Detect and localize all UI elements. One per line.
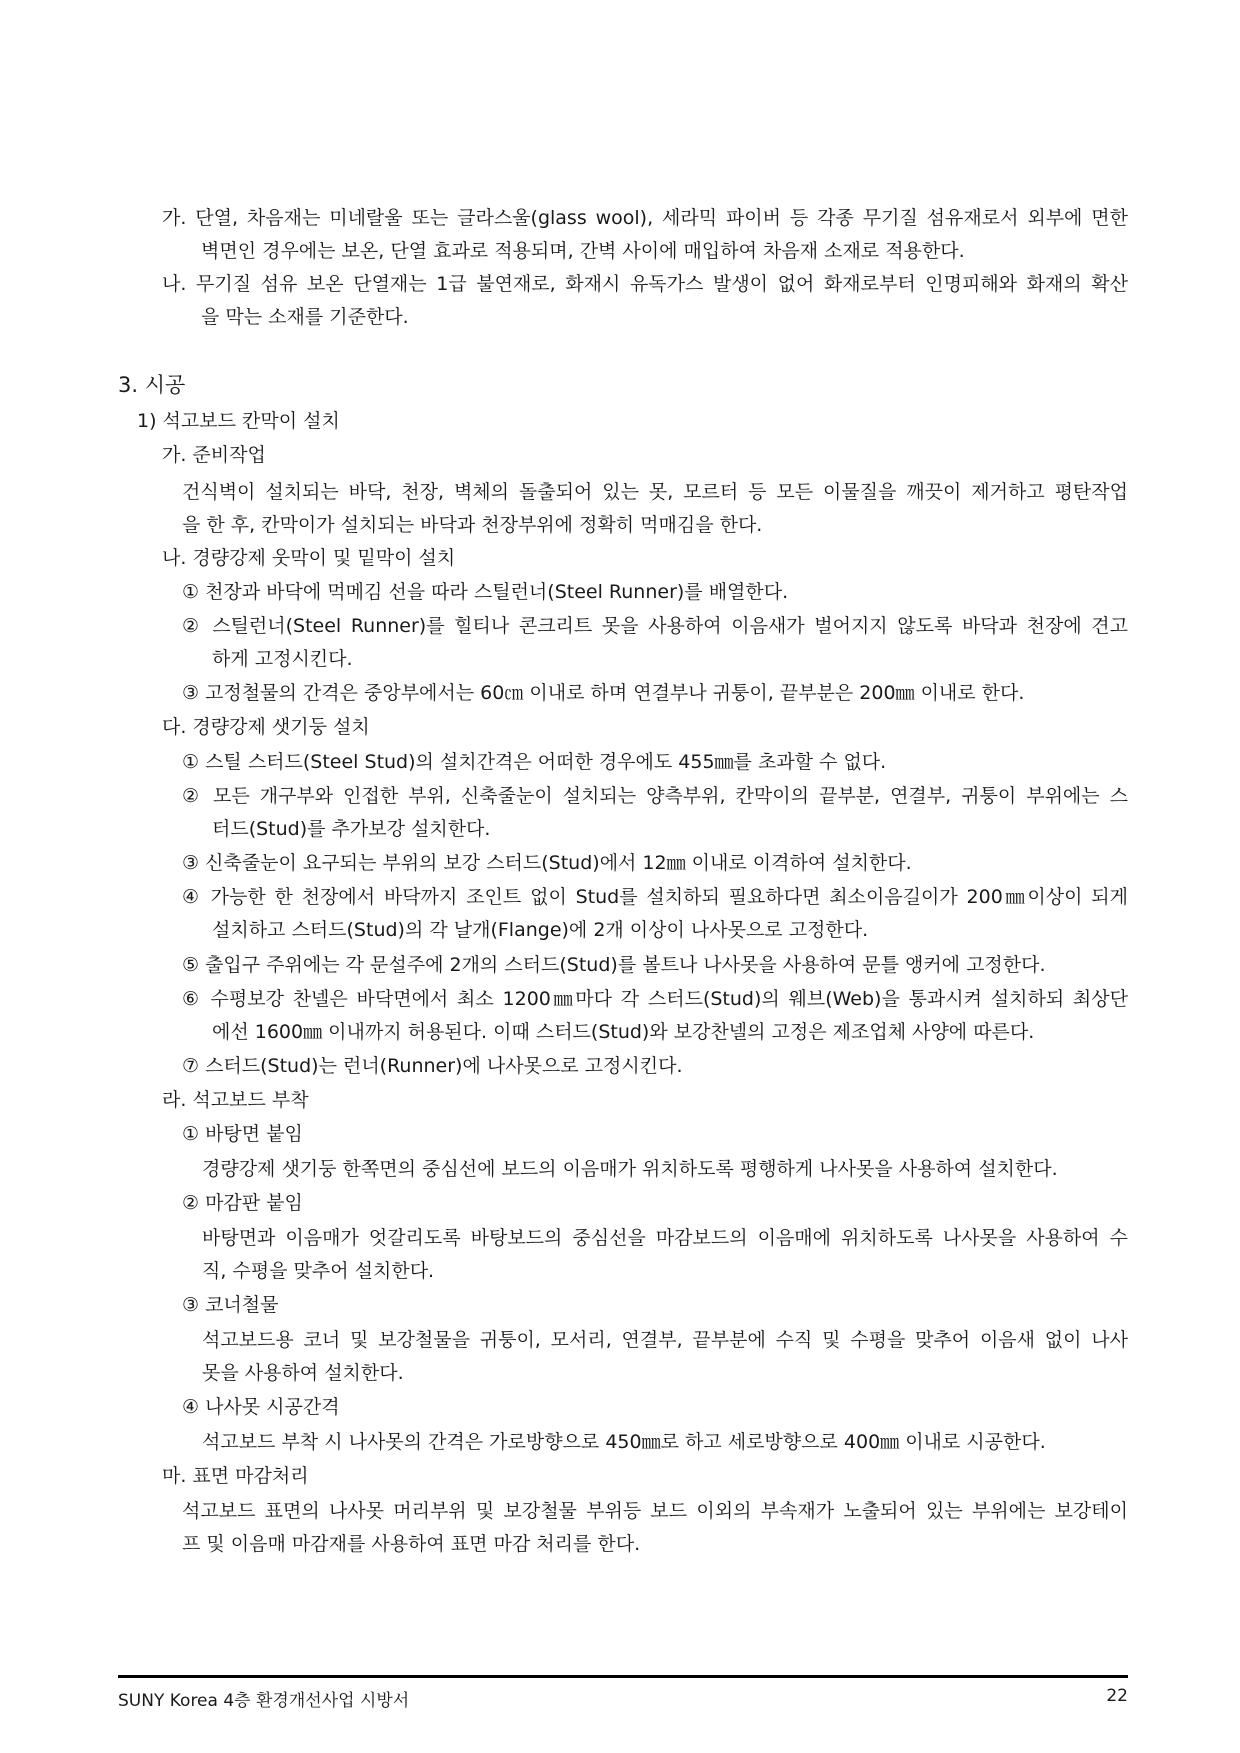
na-item-1: ① 천장과 바닥에 먹메김 선을 따라 스틸런너(Steel Runner)를 배열한다.	[182, 581, 789, 603]
ra-sub1-title: ① 바탕면 붙임	[182, 1123, 303, 1145]
ra-sub4-text: 석고보드 부착 시 나사못의 간격은 가로방향으로 450㎜로 하고 세로방향으로 400㎜ 이내로 시공한다.	[202, 1431, 1046, 1453]
ga-heading: 가. 준비작업	[162, 444, 266, 466]
da-item-4-line1: ④ 가능한 한 천장에서 바닥까지 조인트 없이 Stud를 설치하되 필요하다면 최소이음길이가 200㎜이상이 되게	[182, 886, 1128, 908]
subsection-heading: 1) 석고보드 칸막이 설치	[137, 410, 340, 432]
na-heading: 나. 경량강제 웃막이 및 밑막이 설치	[162, 547, 456, 569]
da-item-4-line2: 설치하고 스터드(Stud)의 각 날개(Flange)에 2개 이상이 나사못으로 고정한다.	[212, 919, 869, 941]
da-item-1: ① 스틸 스터드(Steel Stud)의 설치간격은 어떠한 경우에도 455㎜를 초과할 수 없다.	[182, 751, 887, 773]
ra-heading: 라. 석고보드 부착	[162, 1089, 309, 1111]
ra-sub2-line2: 직, 수평을 맞추어 설치한다.	[202, 1260, 435, 1282]
material-item-na-line1: 나. 무기질 섬유 보온 단열재는 1급 불연재로, 화재시 유독가스 발생이 없어 화재로부터 인명피해와 화재의 확산	[162, 273, 1128, 295]
ra-sub3-title: ③ 코너철물	[182, 1294, 279, 1316]
da-item-6-line1: ⑥ 수평보강 찬넬은 바닥면에서 최소 1200㎜마다 각 스터드(Stud)의 웨브(Web)을 통과시켜 설치하되 최상단	[182, 988, 1128, 1010]
ra-sub2-line1: 바탕면과 이음매가 엇갈리도록 바탕보드의 중심선을 마감보드의 이음매에 위치하도록 나사못을 사용하여 수	[202, 1227, 1128, 1249]
material-item-ga-line2: 벽면인 경우에는 보온, 단열 효과로 적용되며, 간벽 사이에 매입하여 차음재 소재로 적용한다.	[201, 240, 965, 262]
material-item-na-line2: 을 막는 소재를 기준한다.	[201, 306, 409, 328]
na-item-2-line1: ② 스틸런너(Steel Runner)를 힐티나 콘크리트 못을 사용하여 이음새가 벌어지지 않도록 바닥과 천장에 견고	[182, 615, 1128, 637]
ma-paragraph-line2: 프 및 이음매 마감재를 사용하여 표면 마감 처리를 한다.	[182, 1533, 641, 1555]
na-item-2-line2: 하게 고정시킨다.	[212, 648, 353, 670]
footer-title: SUNY Korea 4층 환경개선사업 시방서	[118, 1691, 410, 1711]
ra-sub4-title: ④ 나사못 시공간격	[182, 1396, 340, 1418]
da-item-3: ③ 신축줄눈이 요구되는 부위의 보강 스터드(Stud)에서 12㎜ 이내로 이격하여 설치한다.	[182, 852, 912, 874]
section-heading: 3. 시공	[118, 373, 186, 397]
da-item-7: ⑦ 스터드(Stud)는 런너(Runner)에 나사못으로 고정시킨다.	[182, 1055, 683, 1077]
da-item-5: ⑤ 출입구 주위에는 각 문설주에 2개의 스터드(Stud)를 볼트나 나사못을 사용하여 문틀 앵커에 고정한다.	[182, 954, 1046, 976]
ga-paragraph-line2: 을 한 후, 칸막이가 설치되는 바닥과 천장부위에 정확히 먹매김을 한다.	[182, 514, 763, 536]
material-item-ga-line1: 가. 단열, 차음재는 미네랄울 또는 글라스울(glass wool), 세라믹 파이버 등 각종 무기질 섬유재로서 외부에 면한	[162, 207, 1128, 229]
page-number: 22	[1106, 1686, 1128, 1706]
da-heading: 다. 경량강제 샛기둥 설치	[162, 716, 370, 738]
ga-paragraph-line1: 건식벽이 설치되는 바닥, 천장, 벽체의 돌출되어 있는 못, 모르터 등 모든 이물질을 깨끗이 제거하고 평탄작업	[182, 481, 1128, 503]
ra-sub2-title: ② 마감판 붙임	[182, 1192, 303, 1214]
ra-sub1-text: 경량강제 샛기둥 한쪽면의 중심선에 보드의 이음매가 위치하도록 평행하게 나사못을 사용하여 설치한다.	[202, 1158, 1058, 1180]
na-item-3: ③ 고정철물의 간격은 중앙부에서는 60㎝ 이내로 하며 연결부나 귀퉁이, 끝부분은 200㎜ 이내로 한다.	[182, 682, 1025, 704]
ma-paragraph-line1: 석고보드 표면의 나사못 머리부위 및 보강철물 부위등 보드 이외의 부속재가 노출되어 있는 부위에는 보강테이	[182, 1500, 1128, 1522]
ma-heading: 마. 표면 마감처리	[162, 1465, 309, 1487]
da-item-2-line2: 터드(Stud)를 추가보강 설치한다.	[212, 818, 491, 840]
da-item-2-line1: ② 모든 개구부와 인접한 부위, 신축줄눈이 설치되는 양측부위, 칸막이의 끝부분, 연결부, 귀퉁이 부위에는 스	[182, 785, 1128, 807]
da-item-6-line2: 에선 1600㎜ 이내까지 허용된다. 이때 스터드(Stud)와 보강찬넬의 고정은 제조업체 사양에 따른다.	[212, 1021, 1035, 1043]
ra-sub3-line2: 못을 사용하여 설치한다.	[202, 1362, 404, 1384]
ra-sub3-line1: 석고보드용 코너 및 보강철물을 귀퉁이, 모서리, 연결부, 끝부분에 수직 및 수평을 맞추어 이음새 없이 나사	[202, 1329, 1128, 1351]
footer-divider	[118, 1675, 1128, 1678]
